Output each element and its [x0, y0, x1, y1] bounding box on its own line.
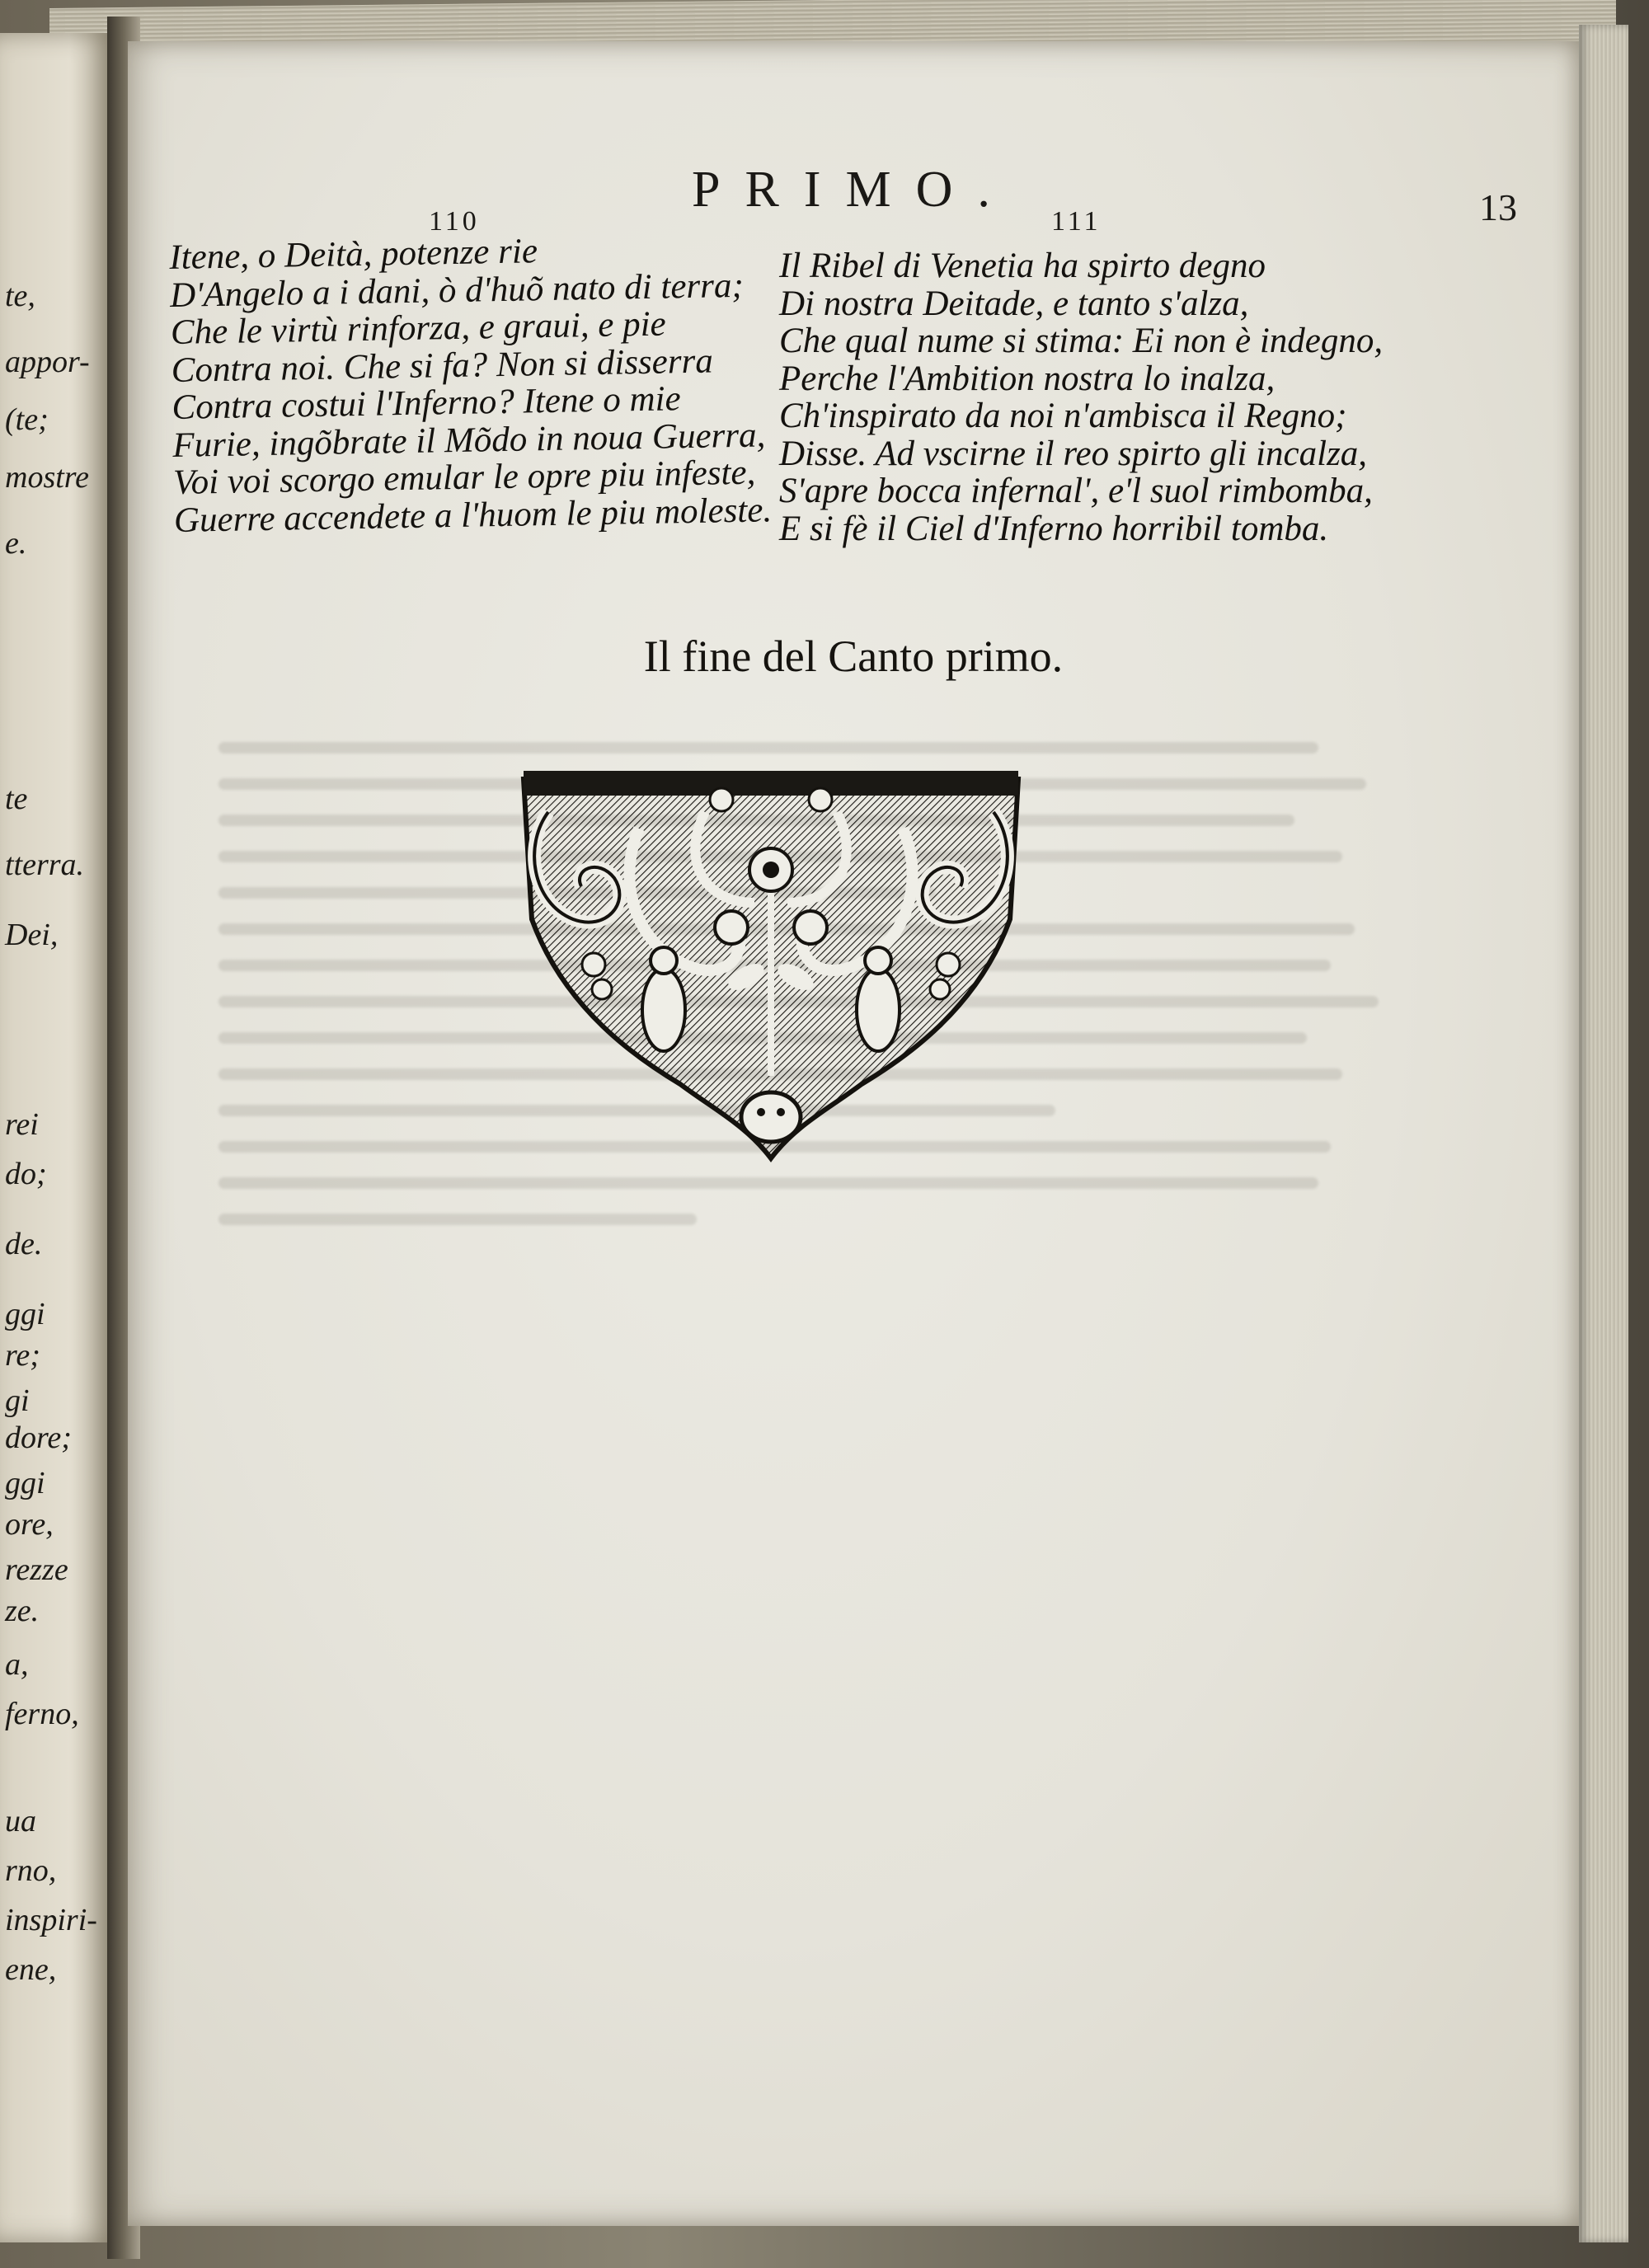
woodcut-ornament-icon: [515, 763, 1027, 1175]
left-page-fragment: ene,: [5, 1952, 57, 1987]
left-page-fragment: dore;: [5, 1420, 72, 1455]
left-page-fragment: ze.: [5, 1594, 40, 1628]
left-page-fragment: Dei,: [5, 918, 59, 952]
left-page-fragment: te: [5, 782, 28, 816]
stanza-number: 110: [429, 206, 480, 237]
verse-line: Perche l'Ambition nostra lo inalza,: [779, 359, 1276, 398]
verse-line: Guerre accendete a l'huom le piu moleste.: [173, 490, 773, 540]
left-page-fragment: rno,: [5, 1853, 57, 1888]
left-page-fragment: ore,: [5, 1507, 54, 1542]
verse-line: Il Ribel di Venetia ha spirto degno: [779, 247, 1266, 285]
right-page: [128, 41, 1579, 2226]
verse-line: Di nostra Deitade, e tanto s'alza,: [779, 284, 1249, 323]
verse-line: Ch'inspirato da noi n'ambisca il Regno;: [779, 397, 1347, 435]
book-page-edges: [1579, 25, 1628, 2242]
left-page-fragment: tterra.: [5, 848, 85, 882]
left-page-fragment: do;: [5, 1157, 47, 1191]
left-page-fragment: a,: [5, 1647, 29, 1682]
end-of-canto-heading: Il fine del Canto primo.: [643, 632, 1064, 681]
left-page-fragment: ggi: [5, 1297, 45, 1331]
left-page-fragment: re;: [5, 1338, 40, 1373]
stanza-number: 111: [1051, 206, 1102, 237]
page-number: 13: [1479, 186, 1517, 228]
verse-line: Itene, o Deità, potenze rie: [168, 232, 538, 277]
verse-line: Che le virtù rinforza, e graui, e pie: [170, 304, 667, 352]
verse-line: E si fè il Ciel d'Inferno horribil tomba.: [779, 509, 1329, 548]
left-page-fragment: rezze: [5, 1552, 68, 1587]
left-page-fragment: ferno,: [5, 1697, 79, 1731]
left-page-fragment: ggi: [5, 1466, 45, 1500]
verse-line: D'Angelo a i dani, ò d'huõ nato di terra;: [169, 265, 745, 315]
verse-line: Disse. Ad vscirne il reo spirto gli incalza,: [779, 434, 1368, 473]
left-page-fragment: de.: [5, 1227, 43, 1261]
left-page-fragment: gi: [5, 1383, 30, 1418]
left-page-fragment: appor-: [5, 345, 90, 379]
verse-line: Che qual nume si stima: Ei non è indegno,: [779, 322, 1384, 360]
left-page: [0, 33, 115, 2242]
stanza-111: [779, 247, 1383, 547]
left-page-fragment: rei: [5, 1107, 39, 1142]
left-page-fragment: mostre: [5, 460, 90, 495]
running-head: PRIMO.: [692, 162, 1015, 218]
verse-line: Contra noi. Che si fa? Non si disserra: [171, 341, 714, 390]
left-page-fragment: e.: [5, 526, 27, 561]
verse-line: Voi voi scorgo emular le opre piu infeste,: [172, 453, 756, 502]
verse-line: Contra costui l'Inferno? Itene o mie: [171, 379, 681, 427]
verse-line: Furie, ingõbrate il Mõdo in noua Guerra,: [171, 415, 766, 465]
verse-line: S'apre bocca infernal', e'l suol rimbomba,: [779, 472, 1373, 510]
left-page-fragment: inspiri-: [5, 1903, 97, 1937]
left-page-fragment: ua: [5, 1804, 36, 1838]
left-page-fragment: te,: [5, 279, 35, 313]
stanza-110: [169, 228, 772, 539]
left-page-fragment: (te;: [5, 402, 49, 437]
